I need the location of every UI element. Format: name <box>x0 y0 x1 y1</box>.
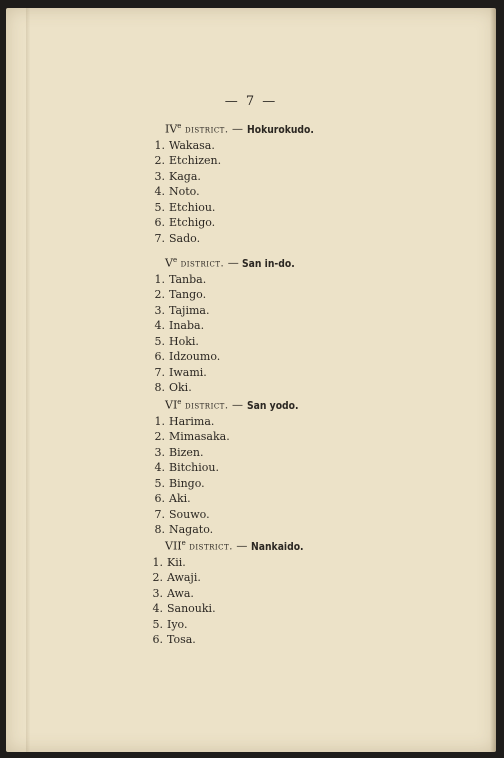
province-number: 7. <box>154 231 165 245</box>
province-number: 1. <box>154 414 165 428</box>
district-section <box>150 395 305 538</box>
province-number: 8. <box>154 523 165 537</box>
page-number: — 7 — <box>224 94 278 109</box>
province-number: 6. <box>154 492 165 506</box>
province-item <box>150 476 305 492</box>
province-number: 7. <box>154 507 165 521</box>
province-item <box>148 555 311 571</box>
province-number: 7. <box>154 365 165 379</box>
district-label: district. <box>184 400 229 412</box>
province-number: 3. <box>154 445 165 459</box>
province-number: 2. <box>154 288 165 302</box>
province-item <box>148 586 311 602</box>
province-name: Idzoumo. <box>169 350 221 364</box>
province-item <box>150 445 305 461</box>
province-number: 3. <box>154 169 165 183</box>
province-item <box>150 318 302 334</box>
province-name: Tajima. <box>169 303 210 317</box>
province-item <box>150 334 302 350</box>
heading-dash: — <box>232 398 244 412</box>
province-name: Oki. <box>169 381 192 395</box>
province-list <box>150 414 305 538</box>
province-name: Awa. <box>167 586 194 600</box>
province-number: 4. <box>154 461 165 475</box>
province-item <box>150 349 302 365</box>
province-name: Kaga. <box>169 169 201 183</box>
province-number: 8. <box>154 381 165 395</box>
district-heading <box>150 253 302 272</box>
ordinal-suffix: e <box>172 256 178 264</box>
province-list <box>150 272 302 396</box>
province-name: Wakasa. <box>169 138 215 152</box>
province-item <box>150 380 302 396</box>
province-number: 2. <box>152 571 163 585</box>
province-name: Tanba. <box>169 272 207 286</box>
province-number: 3. <box>154 303 165 317</box>
province-name: Hoki. <box>169 334 199 348</box>
heading-dash: — <box>227 256 239 270</box>
province-number: 1. <box>154 272 165 286</box>
province-name: Bingo. <box>169 476 205 490</box>
province-name: Harima. <box>169 414 215 428</box>
province-item <box>150 200 323 216</box>
province-item <box>150 507 305 523</box>
province-name: Etchizen. <box>169 154 222 168</box>
province-number: 3. <box>152 586 163 600</box>
heading-dash: — <box>232 122 244 136</box>
district-section <box>148 536 311 648</box>
ordinal-suffix: e <box>177 122 182 130</box>
ordinal-suffix: e <box>177 398 182 406</box>
province-item <box>150 215 323 231</box>
province-item <box>150 169 323 185</box>
district-heading <box>148 536 311 555</box>
province-list <box>150 138 323 247</box>
book-page <box>6 8 496 752</box>
district-label: district. <box>180 258 225 270</box>
province-item <box>150 429 305 445</box>
province-number: 4. <box>154 319 165 333</box>
province-item <box>150 272 302 288</box>
province-number: 1. <box>152 555 163 569</box>
province-number: 6. <box>154 350 165 364</box>
province-name: Iwami. <box>169 365 207 379</box>
province-number: 5. <box>152 617 163 631</box>
ordinal-suffix: e <box>181 539 186 547</box>
province-item <box>150 414 305 430</box>
province-name: Awaji. <box>167 571 201 585</box>
province-item <box>150 460 305 476</box>
province-name: Aki. <box>169 492 191 506</box>
province-number: 4. <box>154 185 165 199</box>
province-name: Sanouki. <box>167 602 216 616</box>
province-item <box>150 184 323 200</box>
district-heading <box>150 119 323 138</box>
district-roman-numeral: IV <box>165 122 178 136</box>
province-name: Sado. <box>169 231 201 245</box>
province-number: 4. <box>152 602 163 616</box>
district-section <box>150 253 302 396</box>
province-number: 6. <box>154 216 165 230</box>
province-item <box>148 632 311 648</box>
district-label: district. <box>184 124 229 136</box>
district-roman-numeral: VII <box>165 539 182 553</box>
province-number: 2. <box>154 430 165 444</box>
province-name: Nagato. <box>169 523 214 537</box>
district-roman-numeral: VI <box>165 398 178 412</box>
province-item <box>148 617 311 633</box>
heading-dash: — <box>236 539 248 553</box>
district-name: San in-do. <box>242 257 295 270</box>
province-name: Mimasaka. <box>169 430 230 444</box>
province-name: Inaba. <box>169 319 205 333</box>
province-item <box>150 365 302 381</box>
province-name: Bizen. <box>169 445 204 459</box>
district-label: district. <box>189 541 233 553</box>
province-name: Tango. <box>169 288 207 302</box>
province-number: 5. <box>154 476 165 490</box>
province-name: Kii. <box>167 555 186 569</box>
province-name: Souwo. <box>169 507 210 521</box>
district-name: Hokurokudo. <box>246 123 314 136</box>
district-name: Nankaido. <box>250 540 304 553</box>
province-item <box>150 231 323 247</box>
province-item <box>150 153 323 169</box>
province-number: 1. <box>154 138 165 152</box>
province-number: 6. <box>152 633 163 647</box>
page-fold-shadow <box>26 8 30 752</box>
province-number: 5. <box>154 200 165 214</box>
district-roman-numeral: V <box>165 256 173 270</box>
province-list <box>148 555 311 648</box>
province-name: Etchigo. <box>169 216 216 230</box>
district-heading <box>150 395 305 414</box>
district-name: San yodo. <box>246 399 299 412</box>
province-item <box>148 570 311 586</box>
province-item <box>150 491 305 507</box>
province-number: 2. <box>154 154 165 168</box>
province-item <box>150 287 302 303</box>
province-name: Bitchiou. <box>169 461 219 475</box>
province-item <box>150 303 302 319</box>
province-name: Tosa. <box>167 633 196 647</box>
page-edge-shadow <box>490 8 496 752</box>
province-item <box>148 601 311 617</box>
province-name: Noto. <box>169 185 200 199</box>
district-section <box>150 119 323 246</box>
province-name: Iyo. <box>167 617 188 631</box>
province-item <box>150 138 323 154</box>
province-name: Etchiou. <box>169 200 216 214</box>
province-number: 5. <box>154 334 165 348</box>
